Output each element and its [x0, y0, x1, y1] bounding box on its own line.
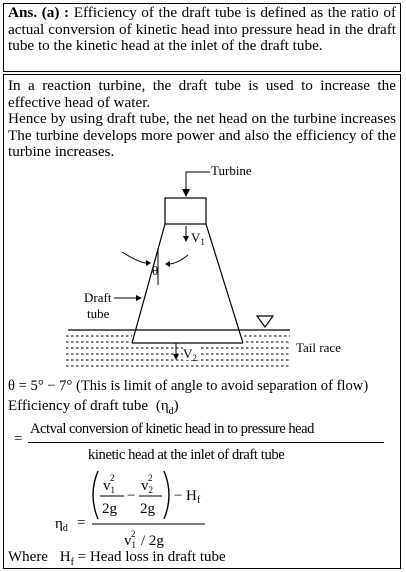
formula-den-v1: $v_1$ [124, 533, 136, 550]
close-paren [164, 471, 169, 519]
formula-den-2g: / 2g [141, 533, 164, 549]
where-hf: $H_f$ [59, 549, 74, 568]
where-definition: = Head loss in draft tube [77, 549, 226, 565]
v2-squared: $v_2$ [141, 478, 153, 495]
efficiency-denominator: kinetic head at the inlet of draft tube [88, 447, 285, 463]
theta-label: θ [152, 263, 159, 278]
explanation-para-2: Hence by using draft tube, the net head on the turbine increases The turbine develops more power and also the efficiency of the turbine increases. [8, 110, 396, 161]
v2-label: $V_2$ [183, 346, 197, 363]
open-paren [93, 471, 98, 519]
answer-text: Efficiency of the draft tube is defined as the ratio of actual conversion of kinetic head into pressure head in the draft tube to the kinetic head at the inlet of the draft tube. [8, 4, 397, 55]
v2-2g: 2g [140, 501, 155, 517]
efficiency-symbol: $(\eta_d)$ [155, 398, 179, 417]
v2-sq-power: 2 [148, 473, 153, 483]
theta-note: (This is limit of angle to avoid separation of flow) [75, 378, 369, 394]
formula-hf: $H_f$ [186, 488, 201, 506]
efficiency-heading-text: Efficiency of draft tube [8, 398, 149, 414]
tailrace-label: Tail race [296, 340, 341, 355]
v1-sq-power: 2 [110, 473, 115, 483]
formula-eq: = [77, 515, 86, 531]
formula-minus-2: − [174, 488, 183, 504]
draft-label-line-2: tube [87, 306, 110, 321]
eta-d: $\eta_d$ [55, 516, 68, 534]
v1-2g: 2g [102, 501, 117, 517]
where-word: Where [8, 549, 48, 565]
answer-label: Ans. (a) : [8, 4, 70, 21]
formula-minus-1: − [127, 488, 136, 504]
v1-label: $V_1$ [191, 230, 205, 247]
theta-range: θ = 5° − 7° [8, 378, 73, 394]
where-line [8, 549, 226, 568]
v1-squared: $v_1$ [103, 478, 115, 495]
explanation-para-1: In a reaction turbine, the draft tube is used to increase the effective head of water. [8, 77, 396, 111]
draft-label-line-1: Draft [84, 290, 112, 305]
efficiency-eq-sign: = [14, 431, 23, 447]
efficiency-numerator: Actval conversion of kinetic head in to pressure head [30, 421, 314, 437]
turbine-label: Turbine [211, 163, 252, 178]
formula-den-sq: 2 [131, 529, 136, 539]
